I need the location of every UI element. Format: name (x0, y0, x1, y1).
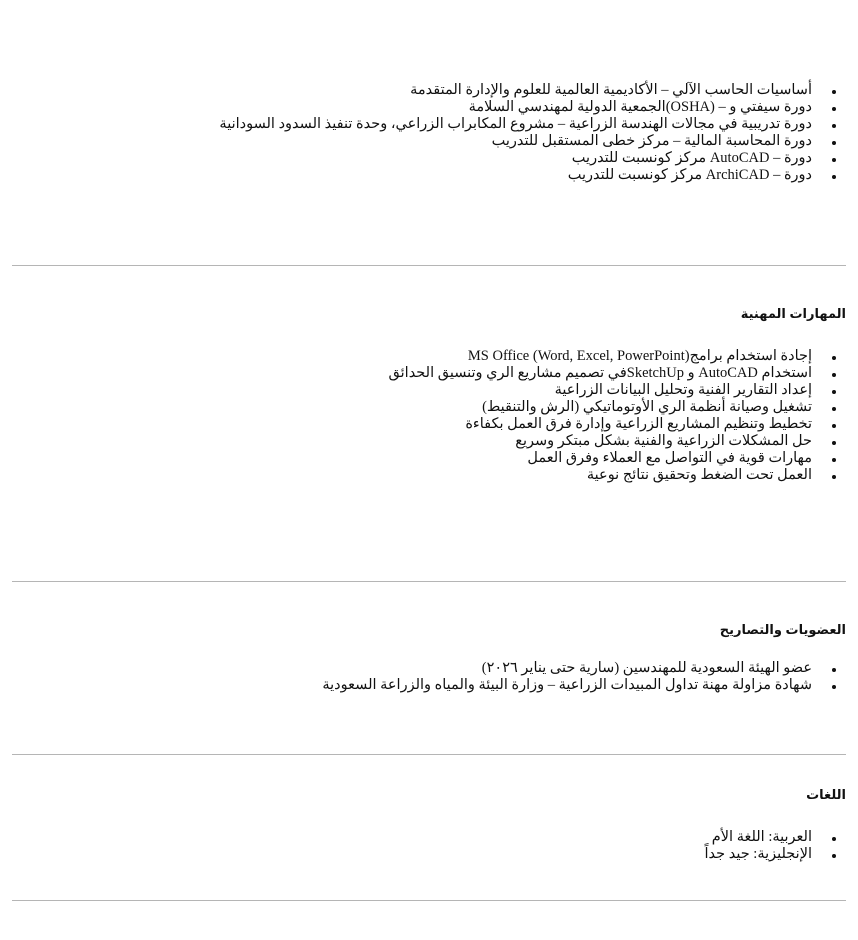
list-item (389, 365, 842, 382)
list-item (389, 348, 842, 365)
section-divider (12, 265, 846, 266)
skill-text: إجادة استخدام برامج(MS Office (Word, Excel, PowerPoint (467, 348, 812, 364)
list-item (389, 433, 842, 450)
course-text: دورة سيفتي و – (OSHA)الجمعية الدولية لمهندسي السلامة (468, 99, 812, 115)
languages-list (704, 829, 842, 863)
course-text: دورة – ArchiCAD مركز كونسبت للتدريب (567, 167, 812, 183)
list-item (389, 416, 842, 433)
list-item (219, 99, 842, 116)
membership-text: عضو الهيئة السعودية للمهندسين (سارية حتى يناير ٢٠٢٦) (481, 660, 812, 676)
course-text: دورة المحاسبة المالية – مركز خطى المستقبل للتدريب (491, 133, 812, 149)
list-item (219, 116, 842, 133)
language-text: الإنجليزية: جيد جداً (704, 846, 812, 862)
list-item (322, 677, 842, 694)
list-item (219, 167, 842, 184)
list-item (389, 399, 842, 416)
languages-heading: اللغات (806, 787, 846, 802)
section-divider (12, 900, 846, 901)
list-item (389, 467, 842, 484)
memberships-list (322, 660, 842, 694)
skill-text: إعداد التقارير الفنية وتحليل البيانات الزراعية (554, 382, 812, 398)
skills-heading: المهارات المهنية (740, 306, 846, 321)
skill-text: حل المشكلات الزراعية والفنية بشكل مبتكر وسريع (515, 433, 812, 449)
list-item (219, 82, 842, 99)
course-text: دورة – AutoCAD مركز كونسبت للتدريب (571, 150, 812, 166)
skill-text: مهارات قوية في التواصل مع العملاء وفرق العمل (527, 450, 812, 466)
skill-text: تشغيل وصيانة أنظمة الري الأوتوماتيكي (الرش والتنقيط) (482, 399, 812, 415)
skills-list (389, 348, 842, 484)
section-divider (12, 754, 846, 755)
language-text: العربية: اللغة الأم (711, 829, 812, 845)
course-text: دورة تدريبية في مجالات الهندسة الزراعية – مشروع المكابراب الزراعي، وحدة تنفيذ السدود السودانية (219, 116, 812, 132)
list-item (219, 133, 842, 150)
membership-text: شهادة مزاولة مهنة تداول المبيدات الزراعية – وزارة البيئة والمياه والزراعة السعودية (322, 677, 812, 693)
list-item (219, 150, 842, 167)
skill-text: العمل تحت الضغط وتحقيق نتائج نوعية (586, 467, 812, 483)
skill-text: تخطيط وتنظيم المشاريع الزراعية وإدارة فرق العمل بكفاءة (465, 416, 812, 432)
courses-list (219, 82, 842, 184)
course-text: أساسيات الحاسب الآلي – الأكاديمية العالمية للعلوم والإدارة المتقدمة (410, 82, 812, 98)
memberships-heading: العضويات والتصاريح (719, 622, 846, 637)
list-item (704, 829, 842, 846)
list-item (389, 382, 842, 399)
skill-text: استخدام AutoCAD و SketchUpفي تصميم مشاريع الري وتنسيق الحدائق (388, 365, 812, 381)
list-item (322, 660, 842, 677)
list-item (389, 450, 842, 467)
section-divider (12, 581, 846, 582)
list-item (704, 846, 842, 863)
